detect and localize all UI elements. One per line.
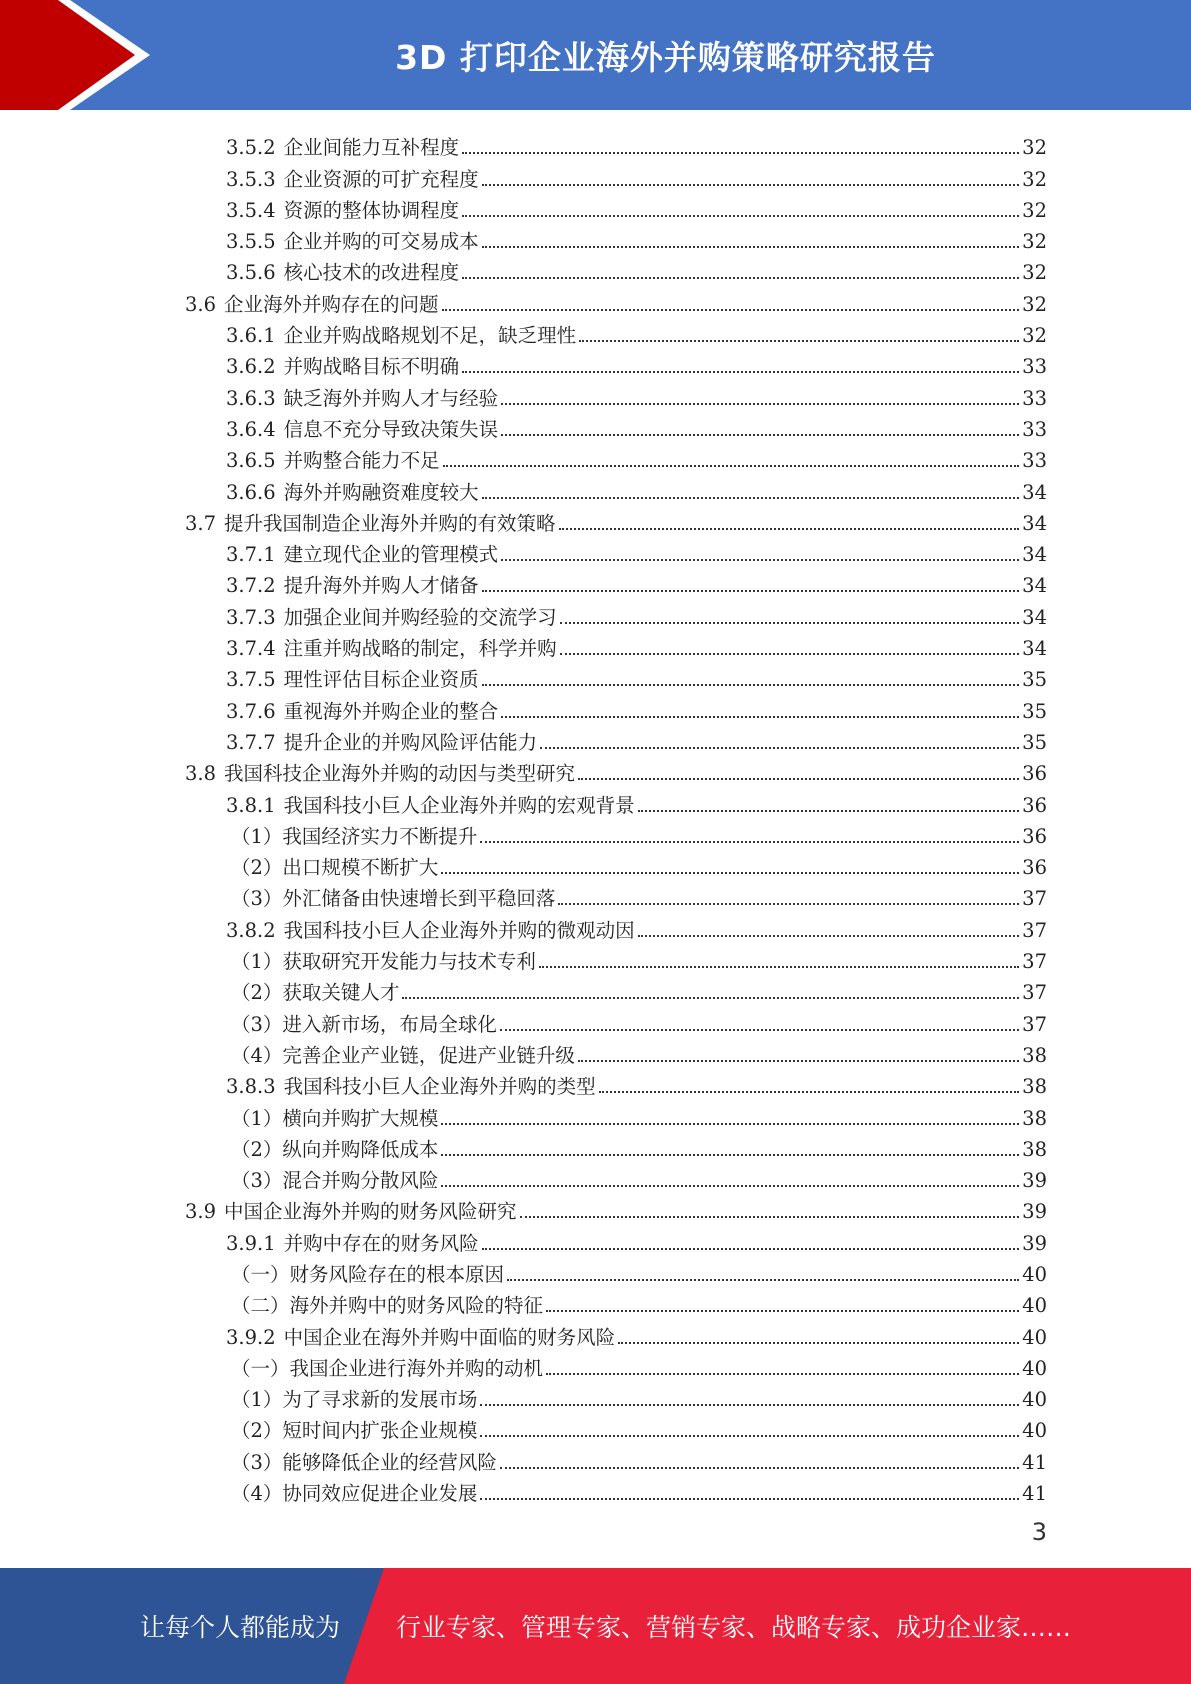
toc-dot-leader bbox=[501, 434, 1019, 436]
toc-entry[interactable] bbox=[185, 410, 1047, 441]
toc-entry-page: 32 bbox=[1022, 261, 1047, 285]
toc-dot-leader bbox=[480, 1435, 1019, 1437]
toc-entry[interactable] bbox=[185, 504, 1047, 535]
toc-dot-leader bbox=[638, 935, 1020, 937]
toc-entry[interactable] bbox=[185, 1380, 1047, 1411]
toc-entry[interactable] bbox=[185, 1161, 1047, 1192]
toc-entry-number: 3.5.6 bbox=[226, 261, 276, 285]
toc-entry-page: 39 bbox=[1022, 1169, 1047, 1193]
toc-dot-leader bbox=[441, 1123, 1019, 1125]
toc-entry-page: 35 bbox=[1022, 699, 1047, 723]
toc-entry-title: （1）获取研究开发能力与技术专利 bbox=[231, 950, 536, 974]
toc-dot-leader bbox=[482, 246, 1020, 248]
toc-entry-title: 企业海外并购存在的问题 bbox=[224, 292, 439, 316]
toc-dot-leader bbox=[462, 152, 1019, 154]
toc-entry-number: 3.7 bbox=[185, 511, 217, 535]
toc-entry-page: 40 bbox=[1022, 1325, 1047, 1349]
toc-entry[interactable] bbox=[185, 1442, 1047, 1473]
toc-entry-number: 3.5.3 bbox=[226, 167, 276, 191]
toc-entry-number: 3.6.2 bbox=[226, 355, 276, 379]
toc-entry[interactable] bbox=[185, 1130, 1047, 1161]
toc-entry-title: （3）进入新市场，布局全球化 bbox=[231, 1012, 497, 1036]
toc-entry-title: （3）能够降低企业的经营风险 bbox=[231, 1450, 497, 1474]
toc-entry[interactable] bbox=[185, 1004, 1047, 1035]
toc-entry-title: 中国企业海外并购的财务风险研究 bbox=[224, 1200, 517, 1224]
toc-dot-leader bbox=[539, 966, 1019, 968]
toc-entry-title: （1）我国经济实力不断提升 bbox=[231, 824, 478, 848]
report-title: 3D 打印企业海外并购策略研究报告 bbox=[395, 37, 936, 77]
toc-entry-number: 3.7.6 bbox=[226, 699, 276, 723]
toc-entry[interactable] bbox=[185, 1411, 1047, 1442]
toc-entry-title: （一）财务风险存在的根本原因 bbox=[231, 1262, 505, 1286]
toc-entry-title: （3）外汇储备由快速增长到平稳回落 bbox=[231, 887, 556, 911]
toc-entry-number: 3.9 bbox=[185, 1200, 217, 1224]
toc-entry-number: 3.7.1 bbox=[226, 543, 276, 567]
toc-entry-title: 注重并购战略的制定，科学并购 bbox=[283, 637, 557, 661]
toc-entry[interactable] bbox=[185, 691, 1047, 722]
toc-dot-leader bbox=[500, 1467, 1019, 1469]
toc-dot-leader bbox=[482, 497, 1020, 499]
toc-dot-leader bbox=[441, 1154, 1019, 1156]
toc-entry-page: 39 bbox=[1022, 1200, 1047, 1224]
toc-entry-number: 3.8 bbox=[185, 762, 217, 786]
toc-entry[interactable] bbox=[185, 1098, 1047, 1129]
toc-entry-number: 3.5.4 bbox=[226, 198, 276, 222]
toc-entry-page: 36 bbox=[1022, 824, 1047, 848]
toc-entry-number: 3.6.1 bbox=[226, 324, 276, 348]
toc-entry-title: 海外并购融资难度较大 bbox=[283, 480, 479, 504]
toc-entry-title: （2）纵向并购降低成本 bbox=[231, 1137, 439, 1161]
footer-banner bbox=[0, 1568, 1191, 1684]
toc-entry[interactable] bbox=[185, 597, 1047, 628]
toc-entry[interactable] bbox=[185, 253, 1047, 284]
toc-entry[interactable] bbox=[185, 284, 1047, 315]
toc-entry-page: 36 bbox=[1022, 856, 1047, 880]
toc-entry-title: （一）我国企业进行海外并购的动机 bbox=[231, 1356, 544, 1380]
toc-entry[interactable] bbox=[185, 1349, 1047, 1380]
toc-dot-leader bbox=[559, 528, 1020, 530]
toc-dot-leader bbox=[482, 1248, 1020, 1250]
footer-slogan-left: 让每个人都能成为 bbox=[140, 1613, 341, 1642]
toc-entry-page: 37 bbox=[1022, 887, 1047, 911]
toc-entry[interactable] bbox=[185, 723, 1047, 754]
toc-dot-leader bbox=[482, 590, 1020, 592]
toc-entry[interactable] bbox=[185, 1192, 1047, 1223]
toc-entry-title: 缺乏海外并购人才与经验 bbox=[283, 386, 499, 410]
toc-entry-title: 资源的整体协调程度 bbox=[283, 198, 460, 222]
toc-entry-number: 3.7.4 bbox=[226, 637, 276, 661]
toc-entry-title: 企业间能力互补程度 bbox=[283, 136, 460, 160]
toc-entry-number: 3.8.3 bbox=[226, 1075, 276, 1099]
header-arrow-icon bbox=[0, 0, 160, 110]
toc-entry-title: 企业资源的可扩充程度 bbox=[283, 167, 479, 191]
toc-entry-page: 32 bbox=[1022, 136, 1047, 160]
toc-entry-page: 38 bbox=[1022, 1137, 1047, 1161]
toc-entry-number: 3.7.3 bbox=[226, 605, 276, 629]
toc-entry-page: 36 bbox=[1022, 793, 1047, 817]
toc-dot-leader bbox=[599, 1091, 1020, 1093]
toc-entry-page: 34 bbox=[1022, 574, 1047, 598]
toc-dot-leader bbox=[501, 403, 1019, 405]
toc-dot-leader bbox=[462, 277, 1019, 279]
toc-entry-page: 33 bbox=[1022, 355, 1047, 379]
toc-entry-title: （4）协同效应促进企业发展 bbox=[231, 1482, 478, 1506]
toc-dot-leader bbox=[638, 810, 1020, 812]
toc-entry-number: 3.6.6 bbox=[226, 480, 276, 504]
toc-entry[interactable] bbox=[185, 817, 1047, 848]
toc-entry-number: 3.9.1 bbox=[226, 1231, 276, 1255]
toc-entry-page: 33 bbox=[1022, 386, 1047, 410]
toc-dot-leader bbox=[501, 559, 1019, 561]
toc-entry-title: 核心技术的改进程度 bbox=[283, 261, 460, 285]
toc-entry-title: 并购中存在的财务风险 bbox=[283, 1231, 479, 1255]
toc-entry[interactable] bbox=[185, 128, 1047, 159]
toc-dot-leader bbox=[501, 716, 1019, 718]
toc-entry-page: 37 bbox=[1022, 981, 1047, 1005]
toc-entry-number: 3.7.7 bbox=[226, 730, 276, 754]
toc-entry-title: （2）短时间内扩张企业规模 bbox=[231, 1419, 478, 1443]
toc-entry[interactable] bbox=[185, 222, 1047, 253]
toc-entry[interactable] bbox=[185, 942, 1047, 973]
toc-entry-page: 32 bbox=[1022, 324, 1047, 348]
toc-entry[interactable] bbox=[185, 879, 1047, 910]
toc-entry-page: 34 bbox=[1022, 480, 1047, 504]
toc-entry-page: 39 bbox=[1022, 1231, 1047, 1255]
toc-entry-number: 3.7.2 bbox=[226, 574, 276, 598]
toc-entry-number: 3.5.2 bbox=[226, 136, 276, 160]
toc-dot-leader bbox=[540, 747, 1019, 749]
toc-entry-page: 35 bbox=[1022, 668, 1047, 692]
toc-entry-number: 3.8.1 bbox=[226, 793, 276, 817]
toc-entry-page: 33 bbox=[1022, 449, 1047, 473]
toc-entry-title: 信息不充分导致决策失误 bbox=[283, 417, 499, 441]
toc-dot-leader bbox=[560, 653, 1020, 655]
toc-entry-number: 3.8.2 bbox=[226, 918, 276, 942]
toc-dot-leader bbox=[480, 1404, 1019, 1406]
toc-entry-title: （1）横向并购扩大规模 bbox=[231, 1106, 439, 1130]
toc-entry-number: 3.5.5 bbox=[226, 230, 276, 254]
toc-entry-title: 中国企业在海外并购中面临的财务风险 bbox=[283, 1325, 616, 1349]
toc-entry-title: 提升我国制造企业海外并购的有效策略 bbox=[224, 511, 556, 535]
toc-entry-title: （1）为了寻求新的发展市场 bbox=[231, 1388, 478, 1412]
toc-dot-leader bbox=[578, 778, 1019, 780]
toc-entry-number: 3.6.3 bbox=[226, 386, 276, 410]
toc-dot-leader bbox=[618, 1342, 1019, 1344]
toc-entry-title: 建立现代企业的管理模式 bbox=[283, 543, 499, 567]
toc-dot-leader bbox=[578, 1060, 1019, 1062]
header-bar bbox=[0, 0, 1191, 110]
toc-entry[interactable] bbox=[185, 1223, 1047, 1254]
toc-dot-leader bbox=[480, 1498, 1019, 1500]
toc-entry-title: 并购战略目标不明确 bbox=[283, 355, 460, 379]
toc-dot-leader bbox=[579, 340, 1019, 342]
toc-entry-title: （二）海外并购中的财务风险的特征 bbox=[231, 1294, 544, 1318]
toc-dot-leader bbox=[546, 1310, 1019, 1312]
toc-entry[interactable] bbox=[185, 347, 1047, 378]
toc-entry-number: 3.7.5 bbox=[226, 668, 276, 692]
toc-dot-leader bbox=[462, 215, 1019, 217]
toc-entry-title: 我国科技小巨人企业海外并购的微观动因 bbox=[283, 918, 635, 942]
toc-entry-page: 35 bbox=[1022, 730, 1047, 754]
toc-entry-number: 3.6.4 bbox=[226, 417, 276, 441]
toc-entry-page: 41 bbox=[1022, 1450, 1047, 1474]
toc-entry-page: 41 bbox=[1022, 1482, 1047, 1506]
toc-dot-leader bbox=[462, 371, 1019, 373]
toc-entry-page: 40 bbox=[1022, 1294, 1047, 1318]
toc-entry[interactable] bbox=[185, 1067, 1047, 1098]
toc-entry[interactable] bbox=[185, 441, 1047, 472]
toc-entry-page: 32 bbox=[1022, 167, 1047, 191]
toc-entry-title: 我国科技企业海外并购的动因与类型研究 bbox=[224, 762, 576, 786]
toc-entry-title: （3）混合并购分散风险 bbox=[231, 1169, 439, 1193]
toc-entry-title: （2）出口规模不断扩大 bbox=[231, 856, 439, 880]
table-of-contents bbox=[185, 128, 1047, 1505]
toc-dot-leader bbox=[520, 1216, 1020, 1218]
toc-entry[interactable] bbox=[185, 566, 1047, 597]
toc-entry-title: 企业并购战略规划不足，缺乏理性 bbox=[283, 324, 577, 348]
toc-entry[interactable] bbox=[185, 973, 1047, 1004]
toc-entry-page: 32 bbox=[1022, 198, 1047, 222]
toc-entry[interactable] bbox=[185, 754, 1047, 785]
toc-entry-title: 我国科技小巨人企业海外并购的类型 bbox=[283, 1075, 596, 1099]
toc-entry[interactable] bbox=[185, 785, 1047, 816]
toc-entry[interactable] bbox=[185, 1474, 1047, 1505]
toc-entry-title: （4）完善企业产业链，促进产业链升级 bbox=[231, 1043, 575, 1067]
toc-entry[interactable] bbox=[185, 191, 1047, 222]
toc-entry-page: 40 bbox=[1022, 1419, 1047, 1443]
toc-entry[interactable] bbox=[185, 848, 1047, 879]
toc-entry[interactable] bbox=[185, 910, 1047, 941]
toc-dot-leader bbox=[441, 872, 1019, 874]
toc-entry[interactable] bbox=[185, 629, 1047, 660]
toc-entry[interactable] bbox=[185, 660, 1047, 691]
footer-slogan-right: 行业专家、管理专家、营销专家、战略专家、成功企业家…… bbox=[396, 1613, 1072, 1642]
toc-dot-leader bbox=[507, 1279, 1019, 1281]
toc-dot-leader bbox=[560, 622, 1020, 624]
toc-entry-title: （2）获取关键人才 bbox=[231, 981, 400, 1005]
toc-entry[interactable] bbox=[185, 1255, 1047, 1286]
toc-entry-page: 38 bbox=[1022, 1043, 1047, 1067]
toc-entry[interactable] bbox=[185, 472, 1047, 503]
toc-entry[interactable] bbox=[185, 378, 1047, 409]
toc-entry-number: 3.6 bbox=[185, 292, 217, 316]
toc-dot-leader bbox=[441, 1185, 1019, 1187]
toc-dot-leader bbox=[482, 184, 1020, 186]
toc-entry-title: 加强企业间并购经验的交流学习 bbox=[283, 605, 557, 629]
page-number: 3 bbox=[1031, 1518, 1047, 1546]
toc-entry-title: 重视海外并购企业的整合 bbox=[283, 699, 499, 723]
toc-entry[interactable] bbox=[185, 1317, 1047, 1348]
toc-entry-page: 38 bbox=[1022, 1075, 1047, 1099]
toc-entry[interactable] bbox=[185, 535, 1047, 566]
toc-entry[interactable] bbox=[185, 316, 1047, 347]
toc-entry-page: 34 bbox=[1022, 511, 1047, 535]
toc-entry-page: 32 bbox=[1022, 230, 1047, 254]
toc-entry[interactable] bbox=[185, 1286, 1047, 1317]
toc-dot-leader bbox=[500, 1029, 1019, 1031]
toc-entry-title: 提升企业的并购风险评估能力 bbox=[283, 730, 538, 754]
toc-dot-leader bbox=[402, 997, 1019, 999]
toc-entry-page: 36 bbox=[1022, 762, 1047, 786]
toc-dot-leader bbox=[482, 684, 1020, 686]
toc-dot-leader bbox=[442, 309, 1020, 311]
toc-entry-page: 38 bbox=[1022, 1106, 1047, 1130]
toc-entry-title: 企业并购的可交易成本 bbox=[283, 230, 479, 254]
toc-entry-page: 37 bbox=[1022, 918, 1047, 942]
toc-entry-title: 理性评估目标企业资质 bbox=[283, 668, 479, 692]
toc-entry-title: 提升海外并购人才储备 bbox=[283, 574, 479, 598]
toc-entry-title: 并购整合能力不足 bbox=[283, 449, 440, 473]
toc-dot-leader bbox=[443, 465, 1020, 467]
toc-entry-number: 3.6.5 bbox=[226, 449, 276, 473]
toc-entry-page: 40 bbox=[1022, 1356, 1047, 1380]
toc-entry-page: 34 bbox=[1022, 605, 1047, 629]
toc-entry-number: 3.9.2 bbox=[226, 1325, 276, 1349]
toc-dot-leader bbox=[546, 1373, 1019, 1375]
toc-entry-page: 34 bbox=[1022, 637, 1047, 661]
toc-entry-page: 33 bbox=[1022, 417, 1047, 441]
toc-entry[interactable] bbox=[185, 159, 1047, 190]
toc-entry-page: 37 bbox=[1022, 950, 1047, 974]
toc-entry-page: 37 bbox=[1022, 1012, 1047, 1036]
toc-entry-title: 我国科技小巨人企业海外并购的宏观背景 bbox=[283, 793, 635, 817]
toc-entry-page: 32 bbox=[1022, 292, 1047, 316]
toc-entry[interactable] bbox=[185, 1036, 1047, 1067]
toc-dot-leader bbox=[480, 841, 1019, 843]
toc-entry-page: 40 bbox=[1022, 1262, 1047, 1286]
toc-dot-leader bbox=[558, 903, 1019, 905]
toc-entry-page: 40 bbox=[1022, 1388, 1047, 1412]
toc-entry-page: 34 bbox=[1022, 543, 1047, 567]
